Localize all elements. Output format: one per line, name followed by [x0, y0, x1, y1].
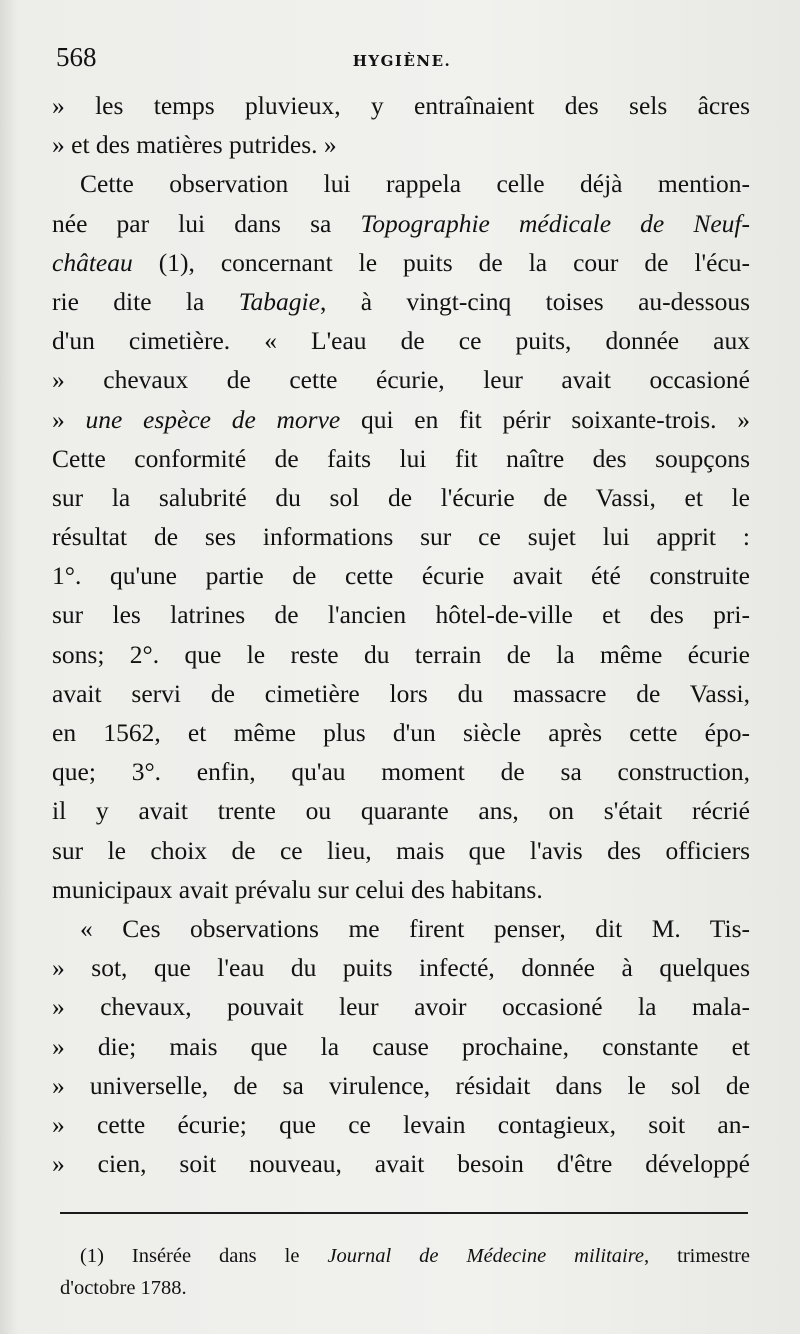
book-title-italic: château: [52, 247, 133, 277]
text-line: » et des matières putrides. »: [52, 130, 337, 160]
text-line: avait servi de cimetière lors du massacre de Vassi,: [52, 678, 750, 708]
text-line: sur la salubrité du sol de l'écurie de Vassi, et le: [52, 482, 750, 512]
footnote-line: d'octobre 1788.: [60, 1277, 187, 1299]
text-line: » sot, que l'eau du puits infecté, donnée à quelques: [52, 953, 750, 983]
body-text: [52, 86, 750, 1183]
text-run: , à vingt-cinq toises au-dessous: [319, 286, 750, 316]
paragraph-start-line: « Ces observations me firent penser, dit M. Tis-: [80, 913, 750, 943]
text-line: [52, 243, 750, 282]
text-line: sons; 2°. que le reste du terrain de la même écurie: [52, 639, 750, 669]
text-line: [52, 204, 750, 243]
text-line: » cien, soit nouveau, avait besoin d'être développé: [52, 1149, 750, 1179]
text-line: » chevaux de cette écurie, leur avait occasioné: [52, 365, 750, 395]
footnote-divider: [60, 1212, 748, 1214]
text-line: en 1562, et même plus d'un siècle après cette épo-: [52, 718, 750, 747]
text-line: [52, 400, 750, 439]
text-line: résultat de ses informations sur ce sujet lui apprit :: [52, 522, 750, 552]
emphasis-italic: une espèce de morve: [85, 404, 341, 434]
text-line: » universelle, de sa virulence, résidait dans le sol de: [52, 1070, 750, 1100]
text-line: [52, 282, 750, 321]
text-line: municipaux avait prévalu sur celui des habitans.: [52, 874, 543, 904]
book-title-italic: Topographie médicale de Neuf-: [360, 208, 750, 238]
text-run: (1), concernant le puits de la cour de l'écu-: [132, 247, 750, 277]
text-run: , trimestre: [644, 1245, 750, 1267]
footnote-line: [60, 1240, 750, 1272]
text-line: sur le choix de ce lieu, mais que l'avis des officiers: [52, 835, 750, 865]
paragraph-start-line: Cette observation lui rappela celle déjà mention-: [80, 169, 750, 199]
text-line: » cette écurie; que ce levain contagieux, soit an-: [52, 1109, 750, 1139]
text-line: d'un cimetière. « L'eau de ce puits, donnée aux: [52, 326, 750, 356]
page-header: [56, 42, 748, 82]
text-run: (1) Insérée dans le: [80, 1245, 328, 1267]
journal-title-italic: Journal de Médecine militaire: [327, 1245, 645, 1267]
text-run: qui en fit périr soixante-trois. »: [340, 404, 750, 434]
running-head: HYGIÈNE.: [352, 52, 452, 70]
text-line: » les temps pluvieux, y entraînaient des sels âcres: [52, 91, 750, 120]
text-line: » die; mais que la cause prochaine, constante et: [52, 1031, 750, 1061]
text-line: Cette conformité de faits lui fit naître des soupçons: [52, 443, 750, 473]
footnote: [60, 1240, 750, 1304]
text-run: née par lui dans sa: [52, 208, 361, 238]
text-run: »: [52, 404, 86, 434]
text-line: 1°. qu'une partie de cette écurie avait été construite: [52, 561, 750, 591]
page-number: 568: [56, 42, 97, 72]
text-line: » chevaux, pouvait leur avoir occasioné la mala-: [52, 992, 750, 1022]
text-run: rie dite la: [52, 286, 239, 316]
place-name-italic: Tabagie: [238, 286, 320, 316]
text-line: que; 3°. enfin, qu'au moment de sa construction,: [52, 757, 750, 787]
text-line: sur les latrines de l'ancien hôtel-de-ville et des pri-: [52, 600, 750, 630]
text-line: il y avait trente ou quarante ans, on s'était récrié: [52, 796, 750, 826]
